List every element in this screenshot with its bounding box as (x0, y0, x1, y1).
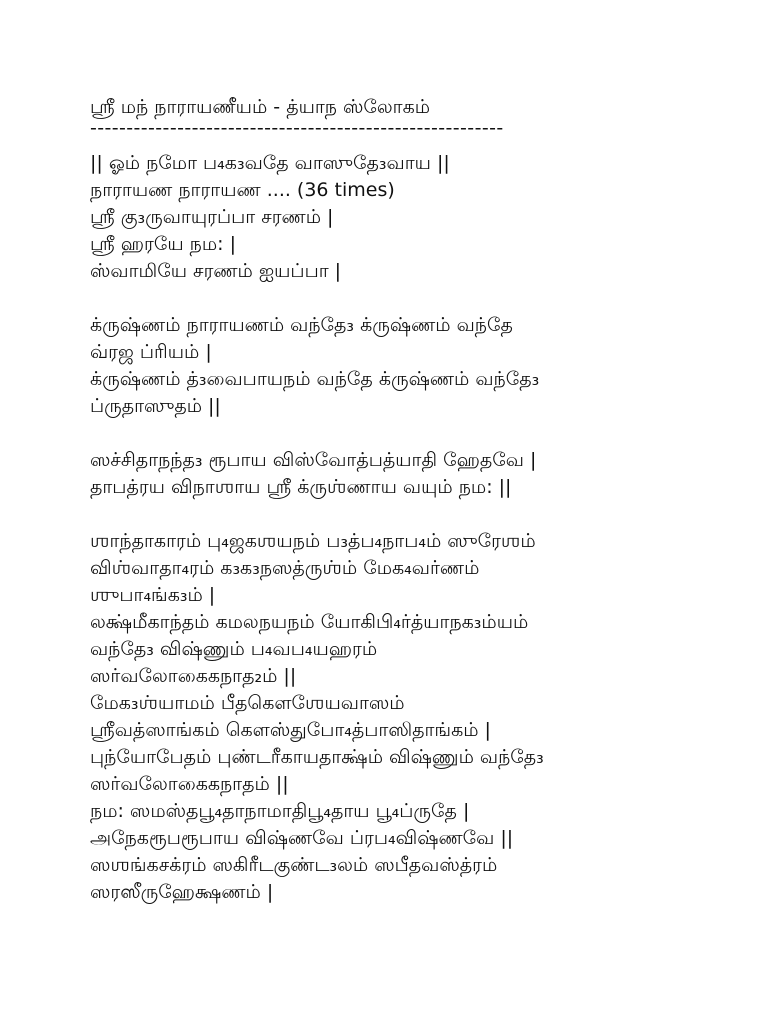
paragraph-gap (90, 501, 730, 528)
verse-line: அநேகரூபரூபாய விஷ்ணவே ப்ரப₄விஷ்ணவே || (90, 827, 514, 849)
title-separator: --------------------------------------------------------- (90, 117, 504, 139)
intro-line: ஸ்ரீ ஹரயே நம: | (90, 233, 236, 255)
verse-line: லக்ஷ்மீகாந்தம் கமலநயநம் யோகிபி₄ர்த்யாநக₃ம்யம் (90, 611, 529, 633)
intro-line: ஸ்ரீ கு₃ருவாயுரப்பா சரணம் | (90, 206, 334, 228)
verse-line: ஸரஸீருஹேக்ஷணம் | (90, 881, 274, 903)
verse-line: ப்ருதாஸுதம் || (90, 395, 221, 417)
verse-line: ஶாந்தாகாரம் பு₄ஜகஶயநம் ப₃த்ப₄நாப₄ம் ஸுரேஶம் (90, 530, 536, 552)
document-text (90, 94, 730, 906)
intro-line: || ஓம் நமோ ப₄க₃வதே வாஸுதே₃வாய || (90, 152, 450, 174)
verse-line: வந்தே₃ விஷ்ணும் ப₄வப₄யஹரம் (90, 638, 378, 660)
verse-line: வ்ரஜ ப்ரியம் | (90, 341, 212, 363)
intro-line: ஸ்வாமியே சரணம் ஐயப்பா | (90, 260, 342, 282)
verse-line: மேக₃ஶ்யாமம் பீதகௌஶேயவாஸம் (90, 692, 405, 714)
document-title: ஸ்ரீ மந் நாராயணீயம் - த்யாந ஸ்லோகம் (90, 96, 431, 118)
verse-line: விஶ்வாதா₄ரம் க₃க₃நஸத்ருஶ்ம் மேக₄வர்ணம் (90, 557, 480, 579)
verse-line: புந்யோபேதம் புண்டரீகாயதாக்ஷ்ம் விஷ்ணும் வந்தே₃ (90, 746, 544, 768)
verse-line: க்ருஷ்ணம் நாராயணம் வந்தே₃ க்ருஷ்ணம் வந்தே (90, 314, 513, 336)
paragraph-gap (90, 420, 730, 447)
verse-line: தாபத்ரய விநாஶாய ஸ்ரீ க்ருஶ்ணாய வயும் நம: || (90, 476, 512, 498)
verse-line: ஸச்சிதாநந்த₃ ரூபாய விஸ்வோத்பத்யாதி ஹேதவே | (90, 449, 537, 471)
verse-line: ஸர்வலோகைகநாதம் || (90, 773, 289, 795)
intro-line: நாராயண நாராயண .... (36 times) (90, 179, 395, 201)
verse-line: ஸர்வலோகைகநாத₂ம் || (90, 665, 297, 687)
verse-line: க்ருஷ்ணம் த்₃வைபாயநம் வந்தே க்ருஷ்ணம் வந்தே₃ (90, 368, 540, 390)
verse-line: நம: ஸமஸ்தபூ₄தாநாமாதிபூ₄தாய பூ₄ப்ருதே | (90, 800, 470, 822)
paragraph-gap (90, 285, 730, 312)
verse-line: ஸஶங்கசக்ரம் ஸகிரீடகுண்ட₃லம் ஸபீதவஸ்த்ரம் (90, 854, 498, 876)
verse-line: ஸ்ரீவத்ஸாங்கம் கௌஸ்துபோ₄த்பாஸிதாங்கம் | (90, 719, 491, 741)
verse-line: ஶுபா₄ங்க₃ம் | (90, 584, 216, 606)
